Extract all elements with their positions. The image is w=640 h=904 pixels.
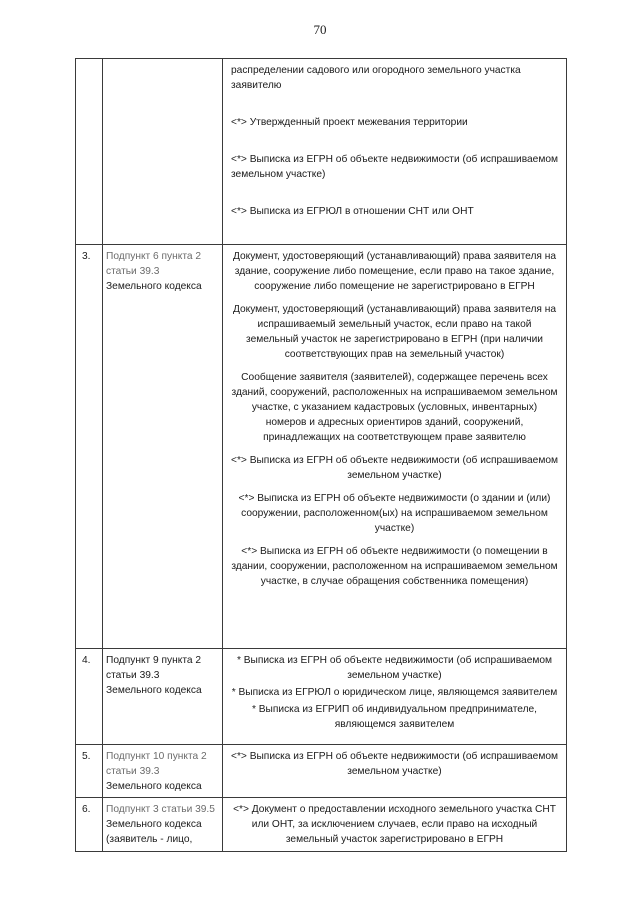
- document-item: * Выписка из ЕГРЮЛ о юридическом лице, являющемся заявителем: [231, 687, 558, 698]
- row-number-cell: 6.: [76, 798, 103, 852]
- row-number-cell: 4.: [76, 649, 103, 745]
- reference-line: статьи 39.3: [106, 670, 160, 681]
- reference-line: статьи 39.3: [106, 766, 160, 777]
- reference-line: Земельного кодекса: [106, 685, 202, 696]
- table-row: [76, 59, 567, 245]
- document-item: * Выписка из ЕГРИП об индивидуальном предпринимателе, являющемся заявителем: [251, 704, 538, 730]
- documents-cell: [223, 245, 567, 649]
- document-item: <*> Выписка из ЕГРН об объекте недвижимости (о помещении в здании, сооружении, расположенном на испрашиваемом земельном участке, в случае обращения собственника помещения): [231, 546, 558, 587]
- reference-line: Земельного кодекса: [106, 819, 202, 830]
- reference-line: статьи 39.3: [106, 266, 160, 277]
- document-item: Сообщение заявителя (заявителей), содержащее перечень всех зданий, сооружений, расположенных на испрашиваемом земельном участке, с указанием кадастровых (условных, инвентарных) номеров и адресных ориентиров зданий, сооружений, принадлежащих на соответствующем праве заявителю: [231, 372, 558, 443]
- row-number-cell: 5.: [76, 745, 103, 798]
- row-number-cell: 3.: [76, 245, 103, 649]
- reference-line: Подпункт 9 пункта 2: [106, 655, 202, 666]
- reference-line: Земельного кодекса: [106, 281, 202, 292]
- document-item: Документ, удостоверяющий (устанавливающий) права заявителя на здание, сооружение либо помещение, если право на такое здание, сооружение либо помещение не зарегистрировано в ЕГРН: [232, 251, 557, 292]
- table-row: [76, 649, 567, 745]
- document-item: <*> Утвержденный проект межевания территории: [231, 117, 468, 128]
- documents-cell: [223, 745, 567, 798]
- reference-line: Подпункт 3 статьи 39.5: [106, 804, 215, 815]
- legal-reference-cell: [103, 745, 223, 798]
- legal-reference-cell: [103, 245, 223, 649]
- legal-reference-cell: [103, 798, 223, 852]
- documents-cell: [223, 59, 567, 245]
- table-row: [76, 745, 567, 798]
- document-item: <*> Выписка из ЕГРЮЛ в отношении СНТ или ОНТ: [231, 206, 474, 217]
- reference-line: (заявитель - лицо,: [106, 834, 193, 845]
- documents-cell: [223, 649, 567, 745]
- legal-reference-cell: [103, 59, 223, 245]
- reference-line: Подпункт 10 пункта 2: [106, 751, 207, 762]
- row-number-cell: [76, 59, 103, 245]
- reference-line: Подпункт 6 пункта 2: [106, 251, 202, 262]
- document-item: <*> Выписка из ЕГРН об объекте недвижимости (об испрашиваемом земельном участке): [231, 751, 559, 777]
- document-item: * Выписка из ЕГРН об объекте недвижимости (об испрашиваемом земельном участке): [236, 655, 553, 681]
- documents-cell: [223, 798, 567, 852]
- page-number: 70: [313, 22, 327, 37]
- table-row: [76, 245, 567, 649]
- document-item: <*> Выписка из ЕГРН об объекте недвижимости (об испрашиваемом земельном участке): [231, 455, 559, 481]
- document-item: <*> Выписка из ЕГРН об объекте недвижимости (о здании и (или) сооружении, расположенном(ых) на испрашиваемом земельном участке): [238, 493, 551, 534]
- document-item: распределении садового или огородного земельного участка заявителю: [231, 65, 521, 91]
- document-item: Документ, удостоверяющий (устанавливающий) права заявителя на испрашиваемый земельный участок, если право на такой земельный участок не зарегистрировано в ЕГРН (при наличии соответствующих прав на земельный участок): [232, 304, 557, 360]
- reference-line: Земельного кодекса: [106, 781, 202, 792]
- documents-table: [75, 58, 567, 852]
- document-item: <*> Выписка из ЕГРН об объекте недвижимости (об испрашиваемом земельном участке): [231, 154, 559, 180]
- legal-reference-cell: [103, 649, 223, 745]
- table-row: [76, 798, 567, 852]
- document-item: <*> Документ о предоставлении исходного земельного участка СНТ или ОНТ, за исключением случаев, если право на исходный земельный участок зарегистрировано в ЕГРН: [233, 804, 556, 845]
